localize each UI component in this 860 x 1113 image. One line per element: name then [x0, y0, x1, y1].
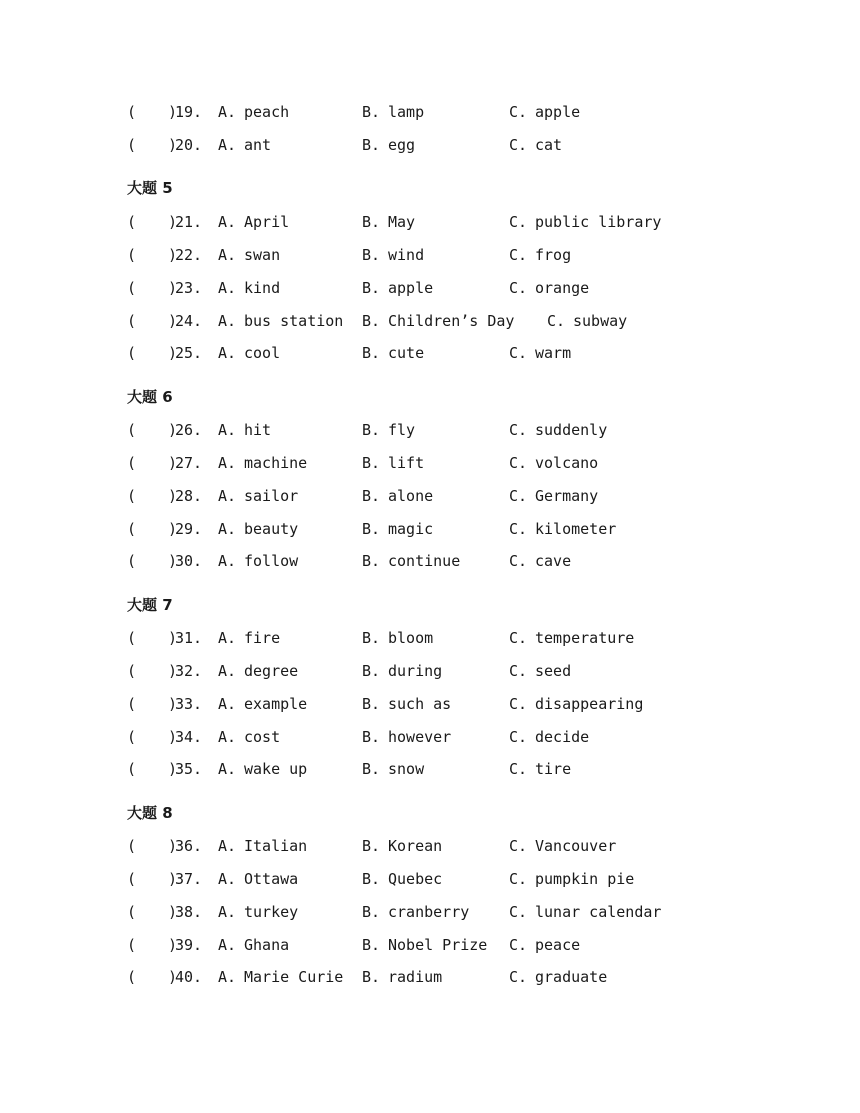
option-a-letter: A.: [218, 837, 237, 855]
option-a-letter: A.: [218, 728, 237, 746]
option-c-letter: C.: [509, 837, 528, 855]
option-c-text: cat: [535, 136, 563, 154]
question-row: [0, 100, 860, 124]
question-row: [0, 484, 860, 508]
option-a-letter: A.: [218, 454, 237, 472]
option-c-text: Germany: [535, 487, 599, 505]
option-a-letter: A.: [218, 552, 237, 570]
option-c-letter: C.: [509, 213, 528, 231]
answer-blank-close-paren: ): [168, 968, 178, 986]
option-c-letter: C.: [509, 760, 528, 778]
answer-blank-open-paren: (: [127, 520, 137, 538]
option-a-text: wake up: [244, 760, 308, 778]
option-c-letter: C.: [509, 870, 528, 888]
option-b-text: wind: [388, 246, 425, 264]
answer-blank-open-paren: (: [127, 344, 137, 362]
option-a-text: sailor: [244, 487, 299, 505]
question-number: 26.: [175, 421, 203, 439]
option-b-letter: B.: [362, 968, 381, 986]
option-b-text: however: [388, 728, 452, 746]
option-c-letter: C.: [509, 487, 528, 505]
option-a-letter: A.: [218, 968, 237, 986]
option-c-text: lunar calendar: [535, 903, 662, 921]
question-row: [0, 549, 860, 573]
option-c-text: warm: [535, 344, 572, 362]
question-row: [0, 725, 860, 749]
answer-blank-open-paren: (: [127, 870, 137, 888]
question-number: 37.: [175, 870, 203, 888]
question-number: 25.: [175, 344, 203, 362]
option-a-text: cost: [244, 728, 281, 746]
question-number: 34.: [175, 728, 203, 746]
answer-blank-close-paren: ): [168, 312, 178, 330]
question-row: [0, 900, 860, 924]
answer-blank-close-paren: ): [168, 279, 178, 297]
option-b-letter: B.: [362, 279, 381, 297]
option-b-text: fly: [388, 421, 416, 439]
question-row: [0, 133, 860, 157]
option-b-text: Korean: [388, 837, 443, 855]
section-title: 大题 8: [127, 804, 173, 822]
option-b-letter: B.: [362, 662, 381, 680]
question-row: [0, 757, 860, 781]
answer-blank-open-paren: (: [127, 760, 137, 778]
question-row: [0, 933, 860, 957]
option-a-text: fire: [244, 629, 281, 647]
option-a-letter: A.: [218, 903, 237, 921]
option-c-letter: C.: [509, 629, 528, 647]
section-heading: [0, 801, 860, 825]
answer-blank-close-paren: ): [168, 936, 178, 954]
option-c-letter: C.: [509, 520, 528, 538]
question-row: [0, 341, 860, 365]
option-c-text: apple: [535, 103, 581, 121]
question-number: 28.: [175, 487, 203, 505]
option-b-letter: B.: [362, 520, 381, 538]
answer-blank-close-paren: ): [168, 903, 178, 921]
option-b-letter: B.: [362, 103, 381, 121]
question-number: 33.: [175, 695, 203, 713]
option-c-letter: C.: [547, 312, 566, 330]
answer-blank-open-paren: (: [127, 454, 137, 472]
answer-blank-open-paren: (: [127, 629, 137, 647]
option-a-letter: A.: [218, 520, 237, 538]
option-c-text: graduate: [535, 968, 608, 986]
question-row: [0, 418, 860, 442]
option-b-letter: B.: [362, 728, 381, 746]
option-a-text: hit: [244, 421, 272, 439]
option-c-letter: C.: [509, 662, 528, 680]
option-c-text: orange: [535, 279, 590, 297]
option-a-text: example: [244, 695, 308, 713]
answer-blank-close-paren: ): [168, 136, 178, 154]
option-b-text: egg: [388, 136, 416, 154]
option-b-text: magic: [388, 520, 434, 538]
option-b-text: lamp: [388, 103, 425, 121]
option-b-letter: B.: [362, 552, 381, 570]
option-c-letter: C.: [509, 552, 528, 570]
option-a-text: machine: [244, 454, 308, 472]
answer-blank-close-paren: ): [168, 629, 178, 647]
question-number: 21.: [175, 213, 203, 231]
option-b-letter: B.: [362, 629, 381, 647]
question-row: [0, 965, 860, 989]
option-b-text: lift: [388, 454, 425, 472]
question-row: [0, 243, 860, 267]
option-c-letter: C.: [509, 968, 528, 986]
option-b-text: radium: [388, 968, 443, 986]
option-c-text: decide: [535, 728, 590, 746]
answer-blank-open-paren: (: [127, 487, 137, 505]
option-b-letter: B.: [362, 903, 381, 921]
option-b-letter: B.: [362, 837, 381, 855]
option-b-letter: B.: [362, 487, 381, 505]
section-title: 大题 6: [127, 388, 173, 406]
option-c-text: tire: [535, 760, 572, 778]
option-a-text: peach: [244, 103, 290, 121]
answer-blank-close-paren: ): [168, 870, 178, 888]
option-b-text: apple: [388, 279, 434, 297]
answer-blank-close-paren: ): [168, 837, 178, 855]
question-number: 24.: [175, 312, 203, 330]
question-number: 23.: [175, 279, 203, 297]
option-a-text: Italian: [244, 837, 308, 855]
question-number: 27.: [175, 454, 203, 472]
answer-blank-close-paren: ): [168, 487, 178, 505]
question-number: 31.: [175, 629, 203, 647]
option-c-letter: C.: [509, 246, 528, 264]
answer-blank-close-paren: ): [168, 344, 178, 362]
option-b-text: Nobel Prize: [388, 936, 488, 954]
option-a-text: follow: [244, 552, 299, 570]
option-a-letter: A.: [218, 421, 237, 439]
option-a-text: turkey: [244, 903, 299, 921]
option-a-letter: A.: [218, 662, 237, 680]
question-number: 20.: [175, 136, 203, 154]
option-c-text: seed: [535, 662, 572, 680]
answer-blank-open-paren: (: [127, 279, 137, 297]
option-b-text: Children’s Day: [388, 312, 515, 330]
option-b-text: alone: [388, 487, 434, 505]
question-number: 29.: [175, 520, 203, 538]
option-c-text: Vancouver: [535, 837, 617, 855]
option-a-letter: A.: [218, 344, 237, 362]
question-number: 32.: [175, 662, 203, 680]
option-a-text: Marie Curie: [244, 968, 344, 986]
option-b-letter: B.: [362, 344, 381, 362]
answer-blank-open-paren: (: [127, 136, 137, 154]
option-c-letter: C.: [509, 421, 528, 439]
question-number: 38.: [175, 903, 203, 921]
answer-blank-close-paren: ): [168, 728, 178, 746]
option-a-letter: A.: [218, 629, 237, 647]
option-c-letter: C.: [509, 936, 528, 954]
option-c-text: pumpkin pie: [535, 870, 635, 888]
option-b-letter: B.: [362, 312, 381, 330]
answer-blank-open-paren: (: [127, 246, 137, 264]
option-a-text: April: [244, 213, 290, 231]
answer-blank-close-paren: ): [168, 103, 178, 121]
option-b-letter: B.: [362, 136, 381, 154]
option-c-letter: C.: [509, 728, 528, 746]
option-c-text: frog: [535, 246, 572, 264]
option-b-text: cute: [388, 344, 425, 362]
answer-blank-open-paren: (: [127, 968, 137, 986]
option-c-text: temperature: [535, 629, 635, 647]
option-c-letter: C.: [509, 903, 528, 921]
answer-blank-close-paren: ): [168, 760, 178, 778]
option-a-letter: A.: [218, 870, 237, 888]
option-a-text: ant: [244, 136, 272, 154]
answer-blank-close-paren: ): [168, 213, 178, 231]
question-row: [0, 834, 860, 858]
answer-blank-open-paren: (: [127, 728, 137, 746]
answer-blank-close-paren: ): [168, 421, 178, 439]
option-b-text: continue: [388, 552, 461, 570]
answer-blank-open-paren: (: [127, 552, 137, 570]
question-row: [0, 659, 860, 683]
section-heading: [0, 385, 860, 409]
option-c-letter: C.: [509, 454, 528, 472]
section-heading: [0, 593, 860, 617]
option-b-text: Quebec: [388, 870, 443, 888]
option-a-letter: A.: [218, 213, 237, 231]
option-a-text: Ottawa: [244, 870, 299, 888]
option-c-text: volcano: [535, 454, 599, 472]
option-c-letter: C.: [509, 279, 528, 297]
question-row: [0, 210, 860, 234]
answer-blank-open-paren: (: [127, 662, 137, 680]
section-title: 大题 5: [127, 179, 173, 197]
option-a-letter: A.: [218, 936, 237, 954]
question-number: 22.: [175, 246, 203, 264]
answer-blank-close-paren: ): [168, 552, 178, 570]
answer-blank-open-paren: (: [127, 421, 137, 439]
option-a-text: beauty: [244, 520, 299, 538]
option-c-text: disappearing: [535, 695, 644, 713]
question-row: [0, 867, 860, 891]
answer-blank-open-paren: (: [127, 312, 137, 330]
option-c-letter: C.: [509, 103, 528, 121]
option-b-letter: B.: [362, 936, 381, 954]
option-b-text: May: [388, 213, 416, 231]
section-title: 大题 7: [127, 596, 173, 614]
option-b-letter: B.: [362, 870, 381, 888]
option-a-text: cool: [244, 344, 281, 362]
option-a-text: kind: [244, 279, 281, 297]
option-a-letter: A.: [218, 279, 237, 297]
question-row: [0, 309, 860, 333]
option-b-letter: B.: [362, 695, 381, 713]
question-number: 40.: [175, 968, 203, 986]
question-number: 35.: [175, 760, 203, 778]
answer-blank-close-paren: ): [168, 520, 178, 538]
option-a-letter: A.: [218, 312, 237, 330]
question-number: 39.: [175, 936, 203, 954]
option-c-text: subway: [573, 312, 628, 330]
answer-blank-open-paren: (: [127, 103, 137, 121]
option-c-letter: C.: [509, 344, 528, 362]
option-b-letter: B.: [362, 760, 381, 778]
option-a-letter: A.: [218, 136, 237, 154]
option-c-text: suddenly: [535, 421, 608, 439]
option-c-letter: C.: [509, 695, 528, 713]
question-row: [0, 276, 860, 300]
option-c-text: public library: [535, 213, 662, 231]
option-b-letter: B.: [362, 421, 381, 439]
answer-blank-close-paren: ): [168, 695, 178, 713]
answer-blank-open-paren: (: [127, 837, 137, 855]
answer-blank-close-paren: ): [168, 662, 178, 680]
answer-blank-open-paren: (: [127, 903, 137, 921]
question-row: [0, 451, 860, 475]
option-a-text: swan: [244, 246, 281, 264]
answer-blank-close-paren: ): [168, 246, 178, 264]
option-a-letter: A.: [218, 103, 237, 121]
option-a-text: Ghana: [244, 936, 290, 954]
question-number: 36.: [175, 837, 203, 855]
section-heading: [0, 176, 860, 200]
option-b-letter: B.: [362, 454, 381, 472]
question-row: [0, 626, 860, 650]
question-number: 19.: [175, 103, 203, 121]
answer-blank-open-paren: (: [127, 213, 137, 231]
option-b-text: cranberry: [388, 903, 470, 921]
option-b-text: snow: [388, 760, 425, 778]
option-b-letter: B.: [362, 246, 381, 264]
option-b-text: bloom: [388, 629, 434, 647]
option-a-text: bus station: [244, 312, 344, 330]
option-c-text: cave: [535, 552, 572, 570]
option-b-letter: B.: [362, 213, 381, 231]
option-c-text: kilometer: [535, 520, 617, 538]
option-c-letter: C.: [509, 136, 528, 154]
option-b-text: such as: [388, 695, 452, 713]
option-a-letter: A.: [218, 760, 237, 778]
option-a-letter: A.: [218, 246, 237, 264]
question-number: 30.: [175, 552, 203, 570]
option-a-text: degree: [244, 662, 299, 680]
option-a-letter: A.: [218, 487, 237, 505]
answer-blank-close-paren: ): [168, 454, 178, 472]
option-b-text: during: [388, 662, 443, 680]
answer-blank-open-paren: (: [127, 695, 137, 713]
question-row: [0, 692, 860, 716]
option-c-text: peace: [535, 936, 581, 954]
question-row: [0, 517, 860, 541]
answer-blank-open-paren: (: [127, 936, 137, 954]
option-a-letter: A.: [218, 695, 237, 713]
